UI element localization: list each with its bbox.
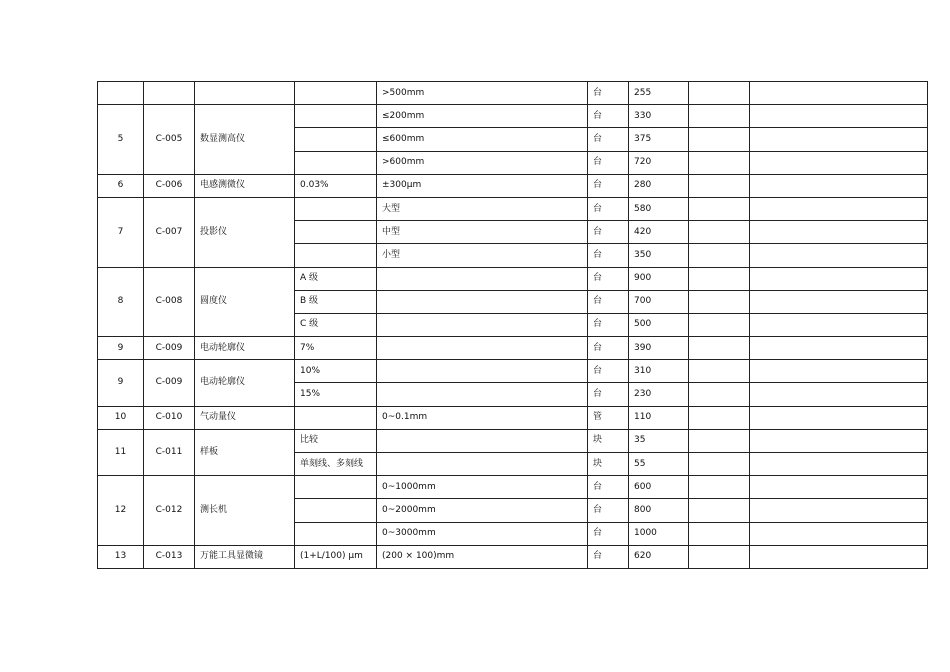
cell-grade: [295, 499, 377, 522]
cell-price: 580: [629, 197, 689, 220]
cell-empty: [689, 360, 750, 383]
cell-unit: 台: [588, 151, 629, 174]
cell-spec: 0~0.1mm: [377, 406, 588, 429]
cell-name: 圆度仪: [195, 267, 295, 337]
cell-empty: [750, 545, 928, 568]
cell-empty: [689, 313, 750, 336]
cell-spec: [377, 313, 588, 336]
cell-no: 6: [98, 174, 144, 197]
cell-empty: [689, 197, 750, 220]
cell-empty: [750, 522, 928, 545]
cell-spec: 0~2000mm: [377, 499, 588, 522]
cell-empty: [750, 267, 928, 290]
cell-no: 9: [98, 337, 144, 360]
cell-no: 7: [98, 197, 144, 267]
cell-price: 310: [629, 360, 689, 383]
cell-empty: [750, 383, 928, 406]
cell-no: 5: [98, 105, 144, 175]
cell-code: [144, 82, 195, 105]
cell-code: C-005: [144, 105, 195, 175]
table-row: [98, 174, 928, 197]
cell-price: 800: [629, 499, 689, 522]
cell-empty: [750, 406, 928, 429]
cell-empty: [750, 453, 928, 476]
cell-price: 330: [629, 105, 689, 128]
cell-price: 600: [629, 476, 689, 499]
cell-spec: [377, 337, 588, 360]
cell-spec: [377, 360, 588, 383]
cell-empty: [750, 313, 928, 336]
cell-empty: [689, 244, 750, 267]
table-row: [98, 476, 928, 499]
cell-empty: [689, 453, 750, 476]
cell-empty: [750, 476, 928, 499]
cell-no: 11: [98, 429, 144, 475]
cell-spec: 0~3000mm: [377, 522, 588, 545]
cell-grade: 7%: [295, 337, 377, 360]
cell-price: 255: [629, 82, 689, 105]
cell-spec: [377, 383, 588, 406]
cell-unit: 块: [588, 429, 629, 452]
cell-unit: 台: [588, 313, 629, 336]
table-row: [98, 267, 928, 290]
cell-unit: 块: [588, 453, 629, 476]
cell-empty: [750, 151, 928, 174]
cell-empty: [689, 128, 750, 151]
cell-name: 数显测高仪: [195, 105, 295, 175]
cell-code: C-012: [144, 476, 195, 546]
cell-price: 280: [629, 174, 689, 197]
cell-empty: [750, 82, 928, 105]
table-row: [98, 406, 928, 429]
cell-name: 测长机: [195, 476, 295, 546]
cell-unit: 台: [588, 174, 629, 197]
table-row: [98, 545, 928, 568]
cell-grade: B 级: [295, 290, 377, 313]
cell-spec: >600mm: [377, 151, 588, 174]
cell-unit: 台: [588, 128, 629, 151]
cell-empty: [750, 290, 928, 313]
cell-unit: 台: [588, 197, 629, 220]
cell-empty: [689, 82, 750, 105]
cell-unit: 台: [588, 290, 629, 313]
cell-name: 样板: [195, 429, 295, 475]
cell-price: 500: [629, 313, 689, 336]
cell-empty: [689, 337, 750, 360]
cell-price: 620: [629, 545, 689, 568]
cell-price: 900: [629, 267, 689, 290]
cell-empty: [689, 267, 750, 290]
cell-unit: 台: [588, 522, 629, 545]
cell-code: C-007: [144, 197, 195, 267]
cell-name: 电动轮廓仪: [195, 360, 295, 406]
cell-name: [195, 82, 295, 105]
cell-spec: 小型: [377, 244, 588, 267]
cell-price: 700: [629, 290, 689, 313]
cell-no: 8: [98, 267, 144, 337]
cell-empty: [750, 337, 928, 360]
cell-name: 气动量仪: [195, 406, 295, 429]
cell-name: 万能工具显微镜: [195, 545, 295, 568]
cell-spec: [377, 267, 588, 290]
cell-grade: [295, 105, 377, 128]
cell-empty: [750, 499, 928, 522]
cell-spec: (200 × 100)mm: [377, 545, 588, 568]
cell-price: 230: [629, 383, 689, 406]
cell-unit: 台: [588, 545, 629, 568]
cell-price: 420: [629, 221, 689, 244]
cell-grade: [295, 522, 377, 545]
cell-name: 投影仪: [195, 197, 295, 267]
cell-price: 35: [629, 429, 689, 452]
cell-grade: 0.03%: [295, 174, 377, 197]
table-row: [98, 105, 928, 128]
table-row: [98, 360, 928, 383]
cell-spec: ≤200mm: [377, 105, 588, 128]
cell-price: 1000: [629, 522, 689, 545]
cell-unit: 管: [588, 406, 629, 429]
cell-empty: [689, 151, 750, 174]
cell-empty: [689, 545, 750, 568]
cell-grade: [295, 151, 377, 174]
cell-no: [98, 82, 144, 105]
cell-code: C-011: [144, 429, 195, 475]
cell-code: C-009: [144, 337, 195, 360]
cell-empty: [689, 429, 750, 452]
cell-name: 电感测微仪: [195, 174, 295, 197]
cell-price: 720: [629, 151, 689, 174]
cell-price: 390: [629, 337, 689, 360]
cell-grade: 单刻线、多刻线: [295, 453, 377, 476]
cell-spec: >500mm: [377, 82, 588, 105]
table-row: [98, 429, 928, 452]
cell-empty: [750, 128, 928, 151]
cell-code: C-013: [144, 545, 195, 568]
cell-no: 9: [98, 360, 144, 406]
cell-no: 10: [98, 406, 144, 429]
cell-grade: C 级: [295, 313, 377, 336]
cell-spec: 大型: [377, 197, 588, 220]
cell-grade: [295, 197, 377, 220]
cell-unit: 台: [588, 360, 629, 383]
cell-unit: 台: [588, 221, 629, 244]
cell-empty: [689, 290, 750, 313]
cell-code: C-009: [144, 360, 195, 406]
cell-unit: 台: [588, 82, 629, 105]
cell-empty: [689, 383, 750, 406]
cell-empty: [750, 360, 928, 383]
cell-empty: [750, 174, 928, 197]
cell-spec: ≤600mm: [377, 128, 588, 151]
cell-empty: [689, 522, 750, 545]
cell-spec: ±300μm: [377, 174, 588, 197]
cell-empty: [689, 406, 750, 429]
cell-empty: [750, 221, 928, 244]
cell-price: 350: [629, 244, 689, 267]
cell-unit: 台: [588, 244, 629, 267]
cell-grade: [295, 82, 377, 105]
cell-grade: [295, 221, 377, 244]
cell-unit: 台: [588, 383, 629, 406]
cell-grade: 15%: [295, 383, 377, 406]
cell-code: C-010: [144, 406, 195, 429]
cell-price: 110: [629, 406, 689, 429]
cell-empty: [689, 221, 750, 244]
cell-no: 13: [98, 545, 144, 568]
cell-code: C-008: [144, 267, 195, 337]
cell-empty: [750, 105, 928, 128]
cell-grade: 10%: [295, 360, 377, 383]
cell-empty: [689, 174, 750, 197]
cell-code: C-006: [144, 174, 195, 197]
cell-grade: [295, 244, 377, 267]
cell-price: 55: [629, 453, 689, 476]
cell-empty: [689, 105, 750, 128]
cell-spec: [377, 290, 588, 313]
cell-spec: 0~1000mm: [377, 476, 588, 499]
cell-grade: [295, 128, 377, 151]
cell-grade: (1+L/100) μm: [295, 545, 377, 568]
cell-empty: [689, 476, 750, 499]
cell-empty: [750, 429, 928, 452]
cell-unit: 台: [588, 267, 629, 290]
cell-unit: 台: [588, 337, 629, 360]
cell-no: 12: [98, 476, 144, 546]
cell-empty: [689, 499, 750, 522]
cell-spec: [377, 453, 588, 476]
table-row: [98, 82, 928, 105]
cell-unit: 台: [588, 476, 629, 499]
cell-empty: [750, 244, 928, 267]
cell-price: 375: [629, 128, 689, 151]
cell-grade: [295, 476, 377, 499]
cell-grade: [295, 406, 377, 429]
cell-unit: 台: [588, 105, 629, 128]
cell-empty: [750, 197, 928, 220]
cell-spec: 中型: [377, 221, 588, 244]
cell-name: 电动轮廓仪: [195, 337, 295, 360]
cell-grade: A 级: [295, 267, 377, 290]
cell-spec: [377, 429, 588, 452]
table-row: [98, 337, 928, 360]
table-row: [98, 197, 928, 220]
cell-unit: 台: [588, 499, 629, 522]
cell-grade: 比较: [295, 429, 377, 452]
price-table: [97, 81, 928, 569]
